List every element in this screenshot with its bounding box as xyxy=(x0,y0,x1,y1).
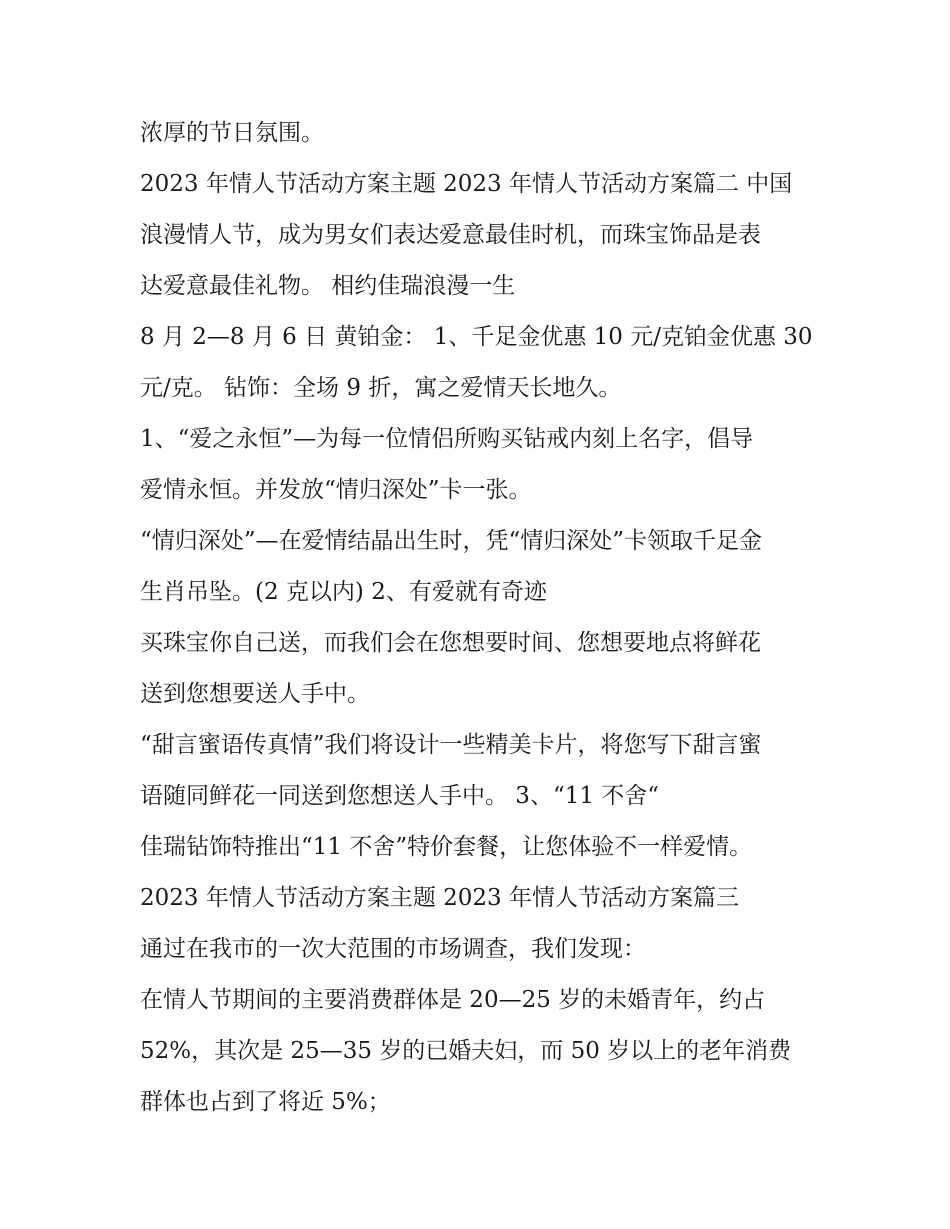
document-body xyxy=(140,108,830,1128)
text-line: 语随同鲜花一同送到您想送人手中。 3、“11 不舍“ xyxy=(140,783,660,809)
text-line: 8 月 2—8 月 6 日 黄铂金： 1、千足金优惠 10 元/克铂金优惠 30 xyxy=(140,324,813,350)
text-line: 达爱意最佳礼物。 相约佳瑞浪漫一生 xyxy=(140,273,516,299)
text-line: 买珠宝你自己送，而我们会在您想要时间、您想要地点将鲜花 xyxy=(140,630,761,656)
text-line: “情归深处”—在爱情结晶出生时，凭“情归深处”卡领取千足金 xyxy=(140,528,763,554)
text-line: 佳瑞钻饰特推出“11 不舍”特价套餐，让您体验不一样爱情。 xyxy=(140,834,753,860)
text-line: 在情人节期间的主要消费群体是 20—25 岁的未婚青年，约占 xyxy=(140,987,766,1013)
text-line: 元/克。 钻饰：全场 9 折，寓之爱情天长地久。 xyxy=(140,375,622,401)
text-line: 爱情永恒。并发放“情归深处”卡一张。 xyxy=(140,477,532,503)
text-line: 通过在我市的一次大范围的市场调查，我们发现： xyxy=(140,936,646,962)
text-line: 浪漫情人节，成为男女们表达爱意最佳时机，而珠宝饰品是表 xyxy=(140,222,761,248)
text-line: 1、“爱之永恒”—为每一位情侣所购买钻戒内刻上名字，倡导 xyxy=(140,426,754,452)
text-line: 浓厚的节日氛围。 xyxy=(140,120,324,146)
text-line: 群体也占到了将近 5%； xyxy=(140,1089,391,1115)
text-line: 2023 年情人节活动方案主题 2023 年情人节活动方案篇三 xyxy=(140,885,739,911)
text-line: 生肖吊坠。(2 克以内) 2、有爱就有奇迹 xyxy=(140,579,547,605)
text-line: 52%，其次是 25—35 岁的已婚夫妇，而 50 岁以上的老年消费 xyxy=(140,1038,792,1064)
text-line: 2023 年情人节活动方案主题 2023 年情人节活动方案篇二 中国 xyxy=(140,171,793,197)
text-line: “甜言蜜语传真情”我们将设计一些精美卡片，将您写下甜言蜜 xyxy=(140,732,762,758)
text-line: 送到您想要送人手中。 xyxy=(140,681,370,707)
